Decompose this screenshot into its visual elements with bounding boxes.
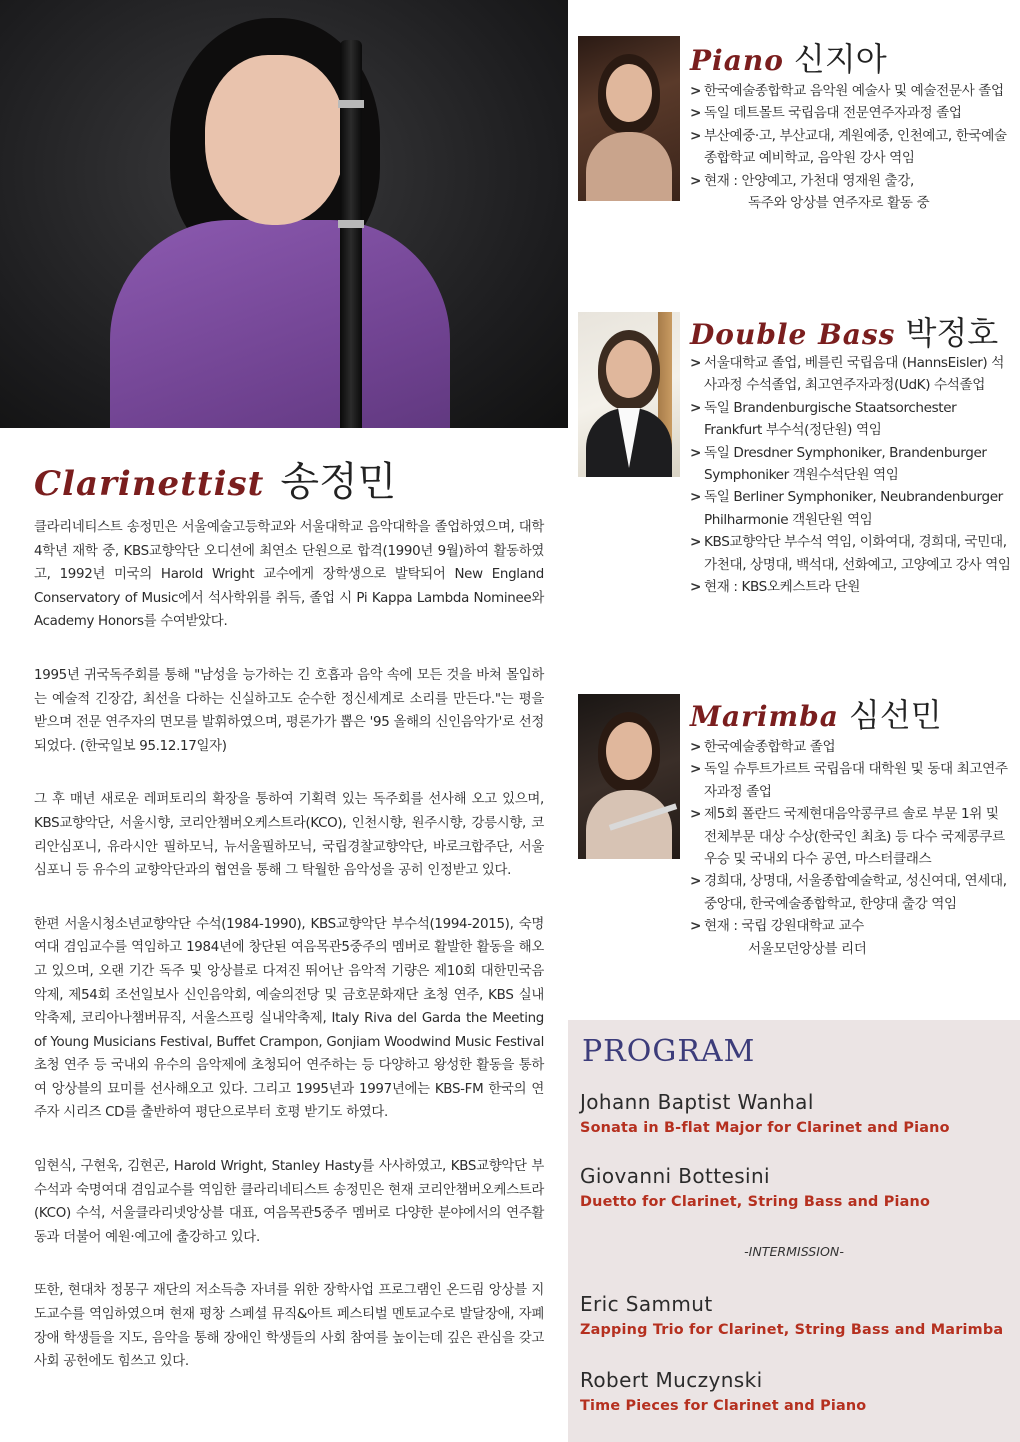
- list-item: > 독일 Dresdner Symphoniker, Brandenburger Symphoniker 객원수석단원 역임: [690, 442, 1012, 487]
- main-performer-heading: [34, 450, 396, 507]
- list-item: > KBS교향악단 부수석 역임, 이화여대, 경희대, 국민대, 가천대, 상명대, 백석대, 선화예고, 고양예고 강사 역임: [690, 531, 1012, 576]
- bio-paragraph: 임현식, 구현욱, 김현곤, Harold Wright, Stanley Hasty를 사사하였고, KBS교향악단 부수석과 숙명여대 겸임교수를 역임한 클라리네티스트 송정민은 현재 코리안챔버오케스트라(KCO) 수석, 서울클라리넷앙상블 대표, 여음목관5중주 멤버로 다양한 분야에서의 연주활동과 더불어 예원·예고에 출강하고 있다.: [34, 1159, 544, 1245]
- list-item: > 현재 : 안양예고, 가천대 영재원 출강, 독주와 앙상블 연주자로 활동 중: [690, 170, 1012, 215]
- list-item: > 독일 Berliner Symphoniker, Neubrandenburger Philharmonie 객원단원 역임: [690, 486, 1012, 531]
- intermission-label: -INTERMISSION-: [744, 1244, 844, 1259]
- list-item: > 제5회 폴란드 국제현대음악콩쿠르 솔로 부문 1위 및 전체부문 대상 수상(한국인 최초) 등 다수 국제콩쿠르 우승 및 국내외 다수 공연, 마스터클래스: [690, 803, 1012, 870]
- right-column: [568, 0, 1020, 1442]
- list-item: > 현재 : 국립 강원대학교 교수 서울모던앙상블 리더: [690, 915, 1012, 960]
- list-item: > 경희대, 상명대, 서울종합예술학교, 성신여대, 연세대, 중앙대, 한국예술종합학교, 한양대 출강 역임: [690, 870, 1012, 915]
- pianist-photo: [578, 36, 680, 201]
- pianist-profile-list: [690, 80, 1012, 214]
- main-performer-name: 송정민: [280, 459, 397, 505]
- work-title: Time Pieces for Clarinet and Piano: [580, 1398, 867, 1414]
- main-role-script: Clarinettist: [34, 464, 265, 504]
- pianist-role-script: Piano: [690, 44, 784, 77]
- bio-paragraph: 1995년 귀국독주회를 통해 "남성을 능가하는 긴 호흡과 음악 속에 모든 것을 바쳐 몰입하는 예술적 긴장감, 최선을 다하는 신실하고도 순수한 정신세계로 소리를 만든다."는 평을 받으며 전문 연주자의 면모를 발휘하였으며, 평론가가 뽑은 '95 올해의 신인음악가'로 선정되었다. (한국일보 95.12.17일자): [34, 667, 544, 754]
- program-title: PROGRAM: [582, 1034, 756, 1069]
- bassist-heading: [690, 308, 998, 354]
- bio-paragraph: 한편 서울시청소년교향악단 수석(1984-1990), KBS교향악단 부수석(1994-2015), 숙명여대 겸임교수를 역임하고 1984년에 창단된 여음목관5중주의 멤버로 활발한 활동을 해오고 있으며, 오랜 기간 독주 및 앙상블로 다져진 뛰어난 음악적 기량은 제10회 대한민국음악제, 제54회 조선일보사 신인음악회, 예술의전당 및 금호문화재단 초청 연주, KBS 실내악축제, 코리아나챔버뮤직, 서울스프링 실내악축제, Italy Riva del Garda the Meeting of Young Musicians Festival, Buffet Crampon, Gonjiam Woodwind Music Festival 초청 연주 등 국내외 유수의 음악제에 초청되어 연주하는 등 다양하고 왕성한 활동을 통하여 앙상블의 묘미를 선사해오고 있다. 그리고 1995년과 1997년에는 KBS-FM 한국의 연주자 시리즈 CD를 출반하여 평단으로부터 호평 받기도 하였다.: [34, 916, 544, 1121]
- program-section: [568, 1020, 1020, 1442]
- marimbist-heading: [690, 690, 942, 736]
- list-item: > 현재 : KBS오케스트라 단원: [690, 576, 1012, 598]
- marimbist-name: 심선민: [848, 696, 942, 734]
- pianist-name: 신지아: [793, 40, 887, 78]
- marimbist-role-script: Marimba: [690, 700, 839, 733]
- marimbist-profile-list: [690, 736, 1012, 960]
- bassist-name: 박정호: [905, 314, 999, 352]
- work-title: Sonata in B-flat Major for Clarinet and Piano: [580, 1120, 950, 1136]
- bio-paragraph: 그 후 매년 새로운 레퍼토리의 확장을 통하여 기획력 있는 독주회를 선사해 오고 있으며, KBS교향악단, 서울시향, 코리안챔버오케스트라(KCO), 인천시향, 원주시향, 강릉시향, 코리안심포니, 유라시안 필하모닉, 뉴서울필하모닉, 국립경찰교향악단, 바로크합주단, 서울심포니 등 유수의 교향악단과의 협연을 통해 그 탁월한 음악성을 공히 인정받고 있다.: [34, 792, 544, 879]
- bassist-profile-list: [690, 352, 1012, 598]
- list-item: > 독일 데트몰트 국립음대 전문연주자과정 졸업: [690, 102, 1012, 124]
- marimbist-photo: [578, 694, 680, 859]
- composer-name: Robert Muczynski: [580, 1368, 763, 1392]
- composer-name: Johann Baptist Wanhal: [580, 1090, 814, 1114]
- list-item: > 독일 Brandenburgische Staatsorchester Frankfurt 부수석(정단원) 역임: [690, 397, 1012, 442]
- composer-name: Eric Sammut: [580, 1292, 713, 1316]
- main-biography: [34, 516, 544, 1404]
- program-item: [580, 1292, 1010, 1338]
- list-item: > 부산예중·고, 부산교대, 계원예중, 인천예고, 한국예술종합학교 예비학교, 음악원 강사 역임: [690, 125, 1012, 170]
- clarinettist-photo: [0, 0, 568, 428]
- list-item: > 독일 슈투트가르트 국립음대 대학원 및 동대 최고연주자과정 졸업: [690, 758, 1012, 803]
- clarinet-image: [340, 40, 362, 428]
- program-item: [580, 1164, 1010, 1210]
- work-title: Zapping Trio for Clarinet, String Bass and Marimba: [580, 1322, 1004, 1338]
- list-item: > 서울대학교 졸업, 베를린 국립음대 (HannsEisler) 석사과정 수석졸업, 최고연주자과정(UdK) 수석졸업: [690, 352, 1012, 397]
- list-item: > 한국예술종합학교 졸업: [690, 736, 1012, 758]
- bassist-role-script: Double Bass: [690, 318, 896, 351]
- bio-paragraph: 또한, 현대차 정몽구 재단의 저소득층 자녀를 위한 장학사업 프로그램인 온드림 앙상블 지도교수를 역임하였으며 현재 평창 스페셜 뮤직&아트 페스티벌 멘토교수로 발달장애, 자폐장애 학생들을 지도, 음악을 통해 장애인 학생들의 사회 참여를 높이는데 깊은 관심을 갖고 사회 공헌에도 힘쓰고 있다.: [34, 1283, 544, 1370]
- list-item: > 한국예술종합학교 음악원 예술사 및 예술전문사 졸업: [690, 80, 1012, 102]
- composer-name: Giovanni Bottesini: [580, 1164, 771, 1188]
- program-item: [580, 1090, 1010, 1136]
- bassist-photo: [578, 312, 680, 477]
- bio-paragraph: 클라리네티스트 송정민은 서울예술고등학교와 서울대학교 음악대학을 졸업하였으며, 대학 4학년 재학 중, KBS교향악단 오디션에 최연소 단원으로 합격(1990년 9월)하여 활동하였고, 1992년 미국의 Harold Wright 교수에게 장학생으로 발탁되어 New England Conservatory of Music에서 석사학위를 취득, 졸업 시 Pi Kappa Lambda Nominee와 Academy Honors를 수여받았다.: [34, 520, 544, 630]
- pianist-heading: [690, 34, 887, 80]
- program-item: [580, 1368, 1010, 1414]
- work-title: Duetto for Clarinet, String Bass and Piano: [580, 1194, 931, 1210]
